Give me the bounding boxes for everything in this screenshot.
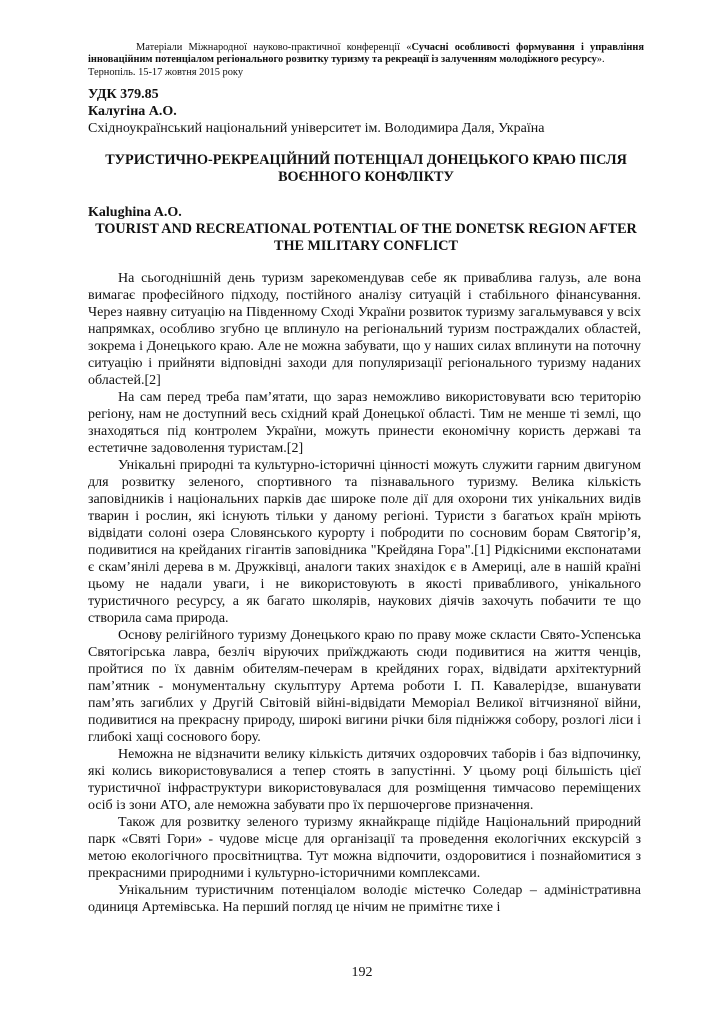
title-english: TOURIST AND RECREATIONAL POTENTIAL OF THE DONETSK REGION AFTER THE MILITARY CONFLICT	[95, 221, 637, 254]
conference-location-date: Тернопіль. 15-17 жовтня 2015 року	[88, 66, 244, 78]
paragraph-2: На сам перед треба пам’ятати, що зараз неможливо використовувати всю територію регіону, нам не доступний весь східний край Донецької області. Тим не менше ті землі, що знаходяться під контролем України, можуть принести економічну користь державі та естетичне задоволення туристам.[2]	[88, 390, 641, 456]
author-english: Kalughina A.O.	[88, 205, 182, 220]
conference-title: Сучасні особливості формування і управління інноваційним потенціалом регіонального розвитку туризму та рекреації із залученням молодіжного ресурсу	[88, 42, 644, 66]
paragraph-4: Основу релігійного туризму Донецького краю по праву може скласти Свято-Успенська Святогірська лавра, безліч віруючих приїжджають сюди подивитися на життя ченців, пройтися по їх давнім обителям-печерам в крейдяних горах, відвідати архітектурний пам’ятник - монументальну скульптуру Артема роботи І. П. Кавалерідзе, вшанувати пам’ять загиблих у Другій Світовій війні-відвідати Меморіал Великої вітчизняної війни, подивитися на прекрасну природу, широкі вигини річки біля підніжжя собору, розлогі ліси і глибокі хащі соснового бору.	[88, 628, 641, 745]
paragraph-7: Унікальним туристичним потенціалом володіє містечко Соледар – адміністративна одиниця Артемівська. На перший погляд це нічим не примітнє тихе і	[88, 883, 641, 915]
paragraph-5: Неможна не відзначити велику кількість дитячих оздоровчих таборів і баз відпочинку, які колись використовувалися а тепер стоять в запустінні. У цьому році більшість цієї туристичної інфраструктури використовувалася для розміщення тимчасово переміщених осіб із зони АТО, але неможна забувати про їх першочергове призначення.	[88, 747, 641, 813]
author-ua: Калугіна А.О.	[88, 104, 177, 119]
header-suffix: ».	[596, 54, 605, 66]
udk-code: УДК 379.85	[88, 87, 159, 102]
conference-header	[88, 42, 644, 79]
paragraph-1: На сьогоднішній день туризм зарекомендував себе як приваблива галузь, але вона вимагає професійного підходу, постійного аналізу ситуацій і стабільного фінансування. Через наявну ситуацію на Південному Сході України розвиток туризму загальмувався у всіх напрямках, особливо згубно це вплинуло на регіональний туризм постраждалих областей, зокрема і Донецького краю. Але не можна забувати, що у наших силах вплинути на поточну ситуацію і прийняти відповідні заходи для популяризації регіонального туризму наданих областей.[2]	[88, 271, 641, 388]
paragraph-3: Унікальні природні та культурно-історичні цінності можуть служити гарним двигуном для розвитку зеленого, спортивного та пізнавального туризму. Велика кількість заповідників і національних парків дає широке поле дії для охорони тих унікальних видів тварин і рослин, які існують тільки у даному регіоні. Туристи з багатьох країн мріють відвідати солоні озера Словянського курорту і побродити по сосновим борам Святогір’я, подивитися на крейданих гігантів заповідника "Крейдяна Гора".[1] Рідкісними експонатами є скам’янілі дерева в м. Дружківці, аналоги таких знахідок є в Америці, але в нашій країні цьому не надали уваги, і не використовують в якості привабливого, унікального туристичного ресурсу, а як багато школярів, наукових діячів захочуть побачити те що створила сама природа.	[88, 458, 641, 626]
title-ukrainian: ТУРИСТИЧНО-РЕКРЕАЦІЙНИЙ ПОТЕНЦІАЛ ДОНЕЦЬКОГО КРАЮ ПІСЛЯ ВОЄННОГО КОНФЛІКТУ	[105, 152, 627, 185]
paragraph-6: Також для розвитку зеленого туризму якнайкраще підійде Національний природний парк «Святі Гори» - чудове місце для організації та проведення екологічних екскурсій з метою екологічного просвітництва. Тут можна відпочити, оздоровитися і познайомитися з прекрасними природними і культурно-історичними комплексами.	[88, 815, 641, 881]
header-prefix: Матеріали Міжнародної науково-практичної конференції «	[136, 42, 412, 53]
article-body	[88, 270, 641, 916]
affiliation: Східноукраїнський національний університет ім. Володимира Даля, Україна	[88, 121, 545, 136]
page-number: 192	[351, 965, 373, 980]
article-meta	[88, 86, 644, 137]
